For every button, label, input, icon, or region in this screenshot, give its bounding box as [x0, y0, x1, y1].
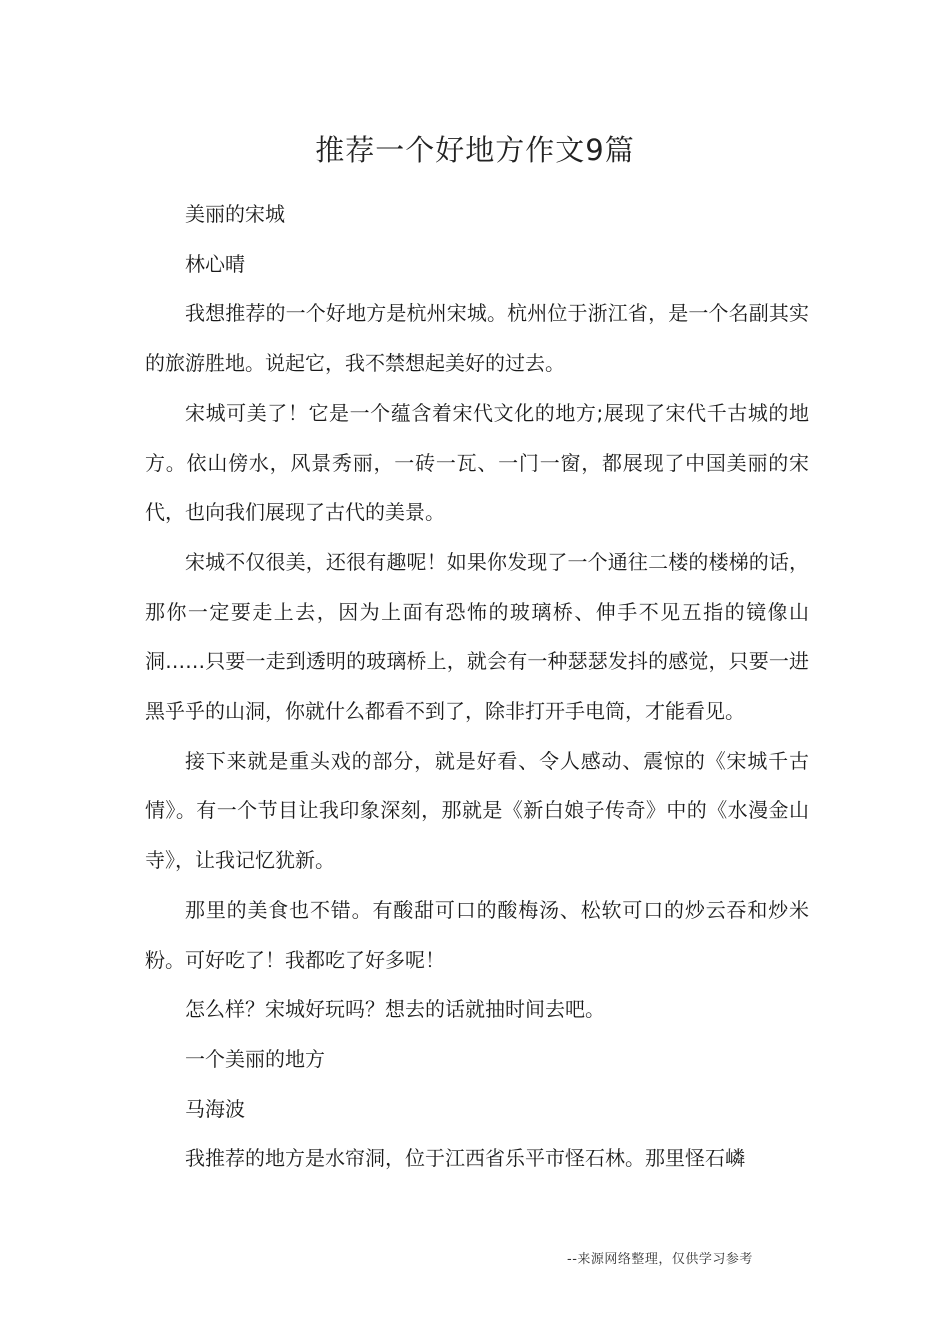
paragraph: 那里的美食也不错。有酸甜可口的酸梅汤、松软可口的炒云吞和炒米粉。可好吃了！我都吃了好多呢！ [145, 897, 809, 972]
author-name: 林心晴 [185, 251, 245, 276]
document-body [145, 190, 809, 1184]
paragraph: 接下来就是重头戏的部分，就是好看、令人感动、震惊的《宋城千古情》。有一个节目让我印象深刻，那就是《新白娘子传奇》中的《水漫金山寺》，让我记忆犹新。 [145, 748, 809, 873]
paragraph: 宋城不仅很美，还很有趣呢！如果你发现了一个通往二楼的楼梯的话，那你一定要走上去，因为上面有恐怖的玻璃桥、伸手不见五指的镜像山洞……只要一走到透明的玻璃桥上，就会有一种瑟瑟发抖的感觉，只要一进黑乎乎的山洞，你就什么都看不到了，除非打开手电筒，才能看见。 [145, 549, 809, 724]
paragraph: 宋城可美了！它是一个蕴含着宋代文化的地方;展现了宋代千古城的地方。依山傍水，风景秀丽，一砖一瓦、一门一窗，都展现了中国美丽的宋代，也向我们展现了古代的美景。 [145, 400, 809, 525]
document-title: 推荐一个好地方作文9篇 [315, 133, 635, 167]
author-name: 马海波 [185, 1096, 245, 1121]
section-heading: 一个美丽的地方 [185, 1046, 325, 1071]
paragraph: 怎么样？宋城好玩吗？想去的话就抽时间去吧。 [185, 997, 605, 1022]
paragraph: 我推荐的地方是水帘洞，位于江西省乐平市怪石林。那里怪石嶙 [185, 1146, 745, 1171]
footer-note: --来源网络整理，仅供学习参考 [567, 1252, 753, 1267]
section-heading: 美丽的宋城 [185, 202, 285, 226]
paragraph: 我想推荐的一个好地方是杭州宋城。杭州位于浙江省，是一个名副其实的旅游胜地。说起它，我不禁想起美好的过去。 [145, 301, 809, 376]
